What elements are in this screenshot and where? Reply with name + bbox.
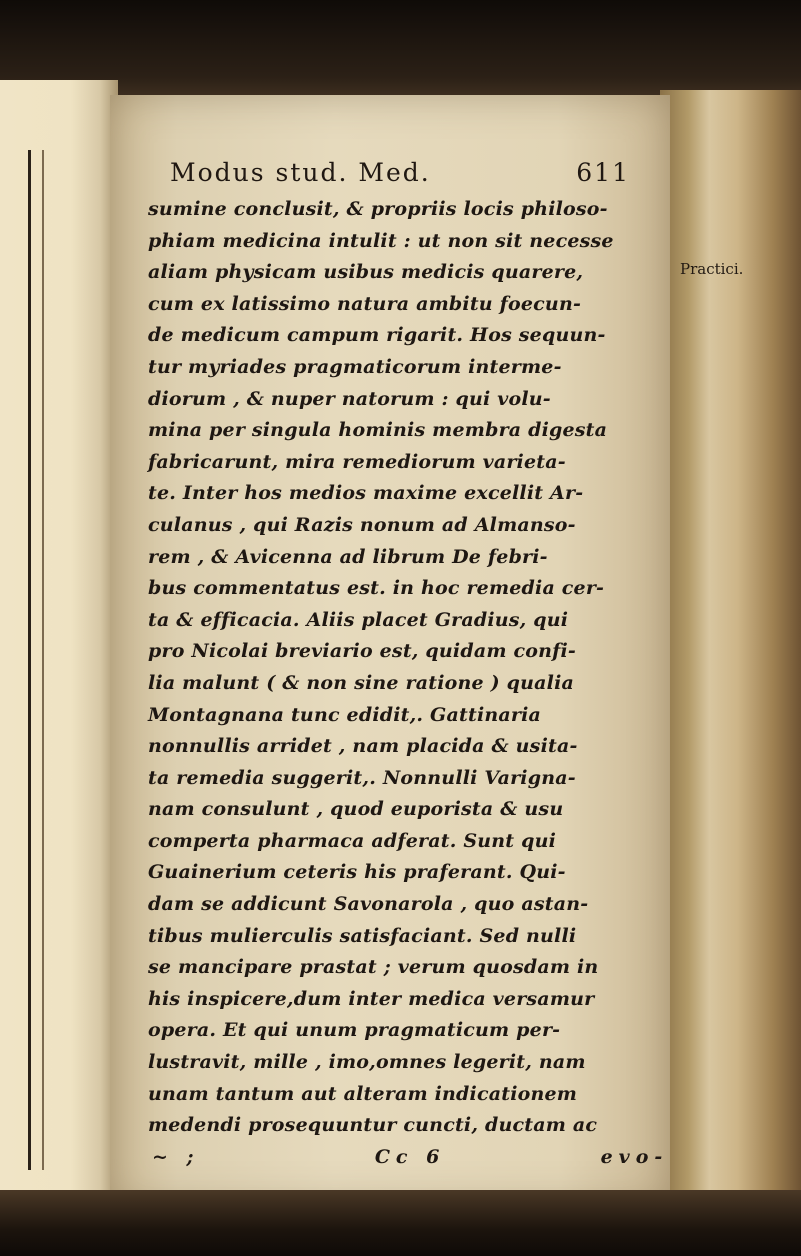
page-fore-edge [660,90,801,1210]
text-line: Montagnana tunc edidit,. Gattinaria [148,703,542,726]
facing-page-rule [28,150,31,1170]
text-line: culanus , qui Razis nonum ad Almanso- [148,513,576,536]
text-line: de medicum campum rigarit. Hos sequun- [148,324,606,347]
running-title: Modus stud. Med. [170,158,431,187]
text-line: ta & efficacia. Aliis placet Gradius, qui [148,608,569,631]
text-line: lustravit, mille , imo,omnes legerit, nam [148,1051,586,1074]
text-line: te. Inter hos medios maxime excellit Ar- [148,482,584,505]
scan-bottom-shadow [0,1190,801,1256]
text-line: cum ex latissimo natura ambitu foecun- [148,292,582,315]
page-number: 611 [576,158,630,187]
catchword: evo- [600,1145,669,1168]
text-line: sumine conclusit, & propriis locis philoso- [148,198,608,220]
text-line: nam consulunt , quod euporista & usu [148,798,564,821]
signature-mark: Cc 6 [374,1145,446,1168]
facing-page-edge [0,80,118,1200]
text-line: medendi prosequuntur cuncti, ductam ac [148,1114,598,1137]
text-line: opera. Et qui unum pragmaticum per- [148,1019,561,1042]
text-line: mina per singula hominis membra digesta [148,419,608,442]
marginal-note: Practici. [680,260,744,278]
text-line: unam tantum aut alteram indicationem [148,1082,578,1105]
text-line: bus commentatus est. in hoc remedia cer- [148,577,605,600]
text-line: dam se addicunt Savonarola , quo astan- [148,893,589,916]
text-line: ta remedia suggerit,. Nonnulli Varigna- [148,766,576,789]
text-line: tibus mulierculis satisfaciant. Sed nulli [148,924,577,947]
facing-page-rule-secondary [42,150,44,1170]
text-line: lia malunt ( & non sine ratione ) qualia [148,671,574,694]
text-line: pro Nicolai breviario est, quidam confi- [148,640,576,663]
text-line: diorum , & nuper natorum : qui volu- [148,387,551,410]
text-line: Guainerium ceteris his praferant. Qui- [148,861,566,884]
text-line: comperta pharmaca adferat. Sunt qui [148,829,557,852]
text-line: nonnullis arridet , nam placida & usita- [148,735,578,758]
text-line: phiam medicina intulit : ut non sit necesse [148,229,614,252]
body-text [148,194,669,1173]
text-line: fabricarunt, mira remediorum varieta- [148,450,566,473]
text-line: his inspicere,dum inter medica versamur [148,987,595,1010]
running-header [170,158,630,187]
text-line: tur myriades pragmaticorum interme- [148,355,562,378]
text-line: rem , & Avicenna ad librum De febri- [148,545,548,568]
catchline-mark: ~ ; [152,1145,200,1168]
text-line: se mancipare prastat ; verum quosdam in [148,956,599,979]
catchline [148,1142,669,1174]
text-line: aliam physicam usibus medicis quarere, [148,261,584,284]
